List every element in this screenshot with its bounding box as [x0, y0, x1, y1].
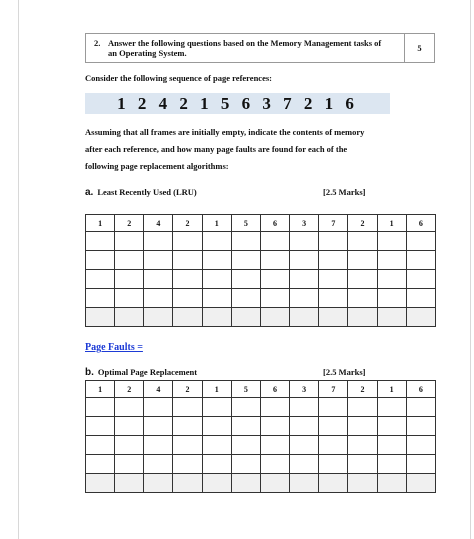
optimal-empty-cell[interactable] — [377, 455, 406, 474]
optimal-reference-cell: 3 — [290, 381, 319, 398]
optimal-empty-cell[interactable] — [173, 455, 202, 474]
lru-empty-cell[interactable] — [260, 308, 289, 327]
lru-reference-cell: 4 — [144, 215, 173, 232]
instructions-line1: Assuming that all frames are initially empty, indicate the contents of memory — [85, 127, 365, 137]
lru-empty-cell[interactable] — [202, 251, 231, 270]
lru-empty-cell[interactable] — [319, 308, 348, 327]
lru-reference-cell: 6 — [406, 215, 435, 232]
optimal-empty-cell[interactable] — [173, 417, 202, 436]
optimal-empty-cell[interactable] — [377, 436, 406, 455]
lru-empty-cell[interactable] — [86, 232, 115, 251]
optimal-empty-cell[interactable] — [348, 455, 377, 474]
optimal-empty-cell[interactable] — [86, 417, 115, 436]
optimal-empty-cell[interactable] — [86, 474, 115, 493]
optimal-empty-cell[interactable] — [231, 455, 260, 474]
lru-empty-cell[interactable] — [290, 289, 319, 308]
optimal-empty-cell[interactable] — [348, 436, 377, 455]
optimal-empty-cell[interactable] — [290, 474, 319, 493]
lru-empty-cell[interactable] — [377, 232, 406, 251]
lru-reference-cell: 6 — [260, 215, 289, 232]
optimal-empty-cell[interactable] — [260, 455, 289, 474]
optimal-reference-cell: 2 — [348, 381, 377, 398]
optimal-fault-row — [86, 474, 436, 493]
lru-reference-cell: 2 — [173, 215, 202, 232]
page-faults-label: Page Faults = — [85, 342, 143, 353]
optimal-reference-cell: 1 — [377, 381, 406, 398]
question-number: 2. — [94, 38, 101, 48]
question-text-line1: Answer the following questions based on the Memory Management tasks of — [108, 38, 382, 48]
lru-empty-cell[interactable] — [173, 251, 202, 270]
lru-empty-cell[interactable] — [173, 232, 202, 251]
lru-empty-cell[interactable] — [260, 232, 289, 251]
optimal-empty-cell[interactable] — [231, 436, 260, 455]
optimal-empty-cell[interactable] — [144, 417, 173, 436]
lru-empty-cell[interactable] — [115, 232, 144, 251]
instructions-paragraph — [85, 124, 385, 175]
lru-empty-cell[interactable] — [115, 270, 144, 289]
lru-empty-cell[interactable] — [86, 308, 115, 327]
optimal-empty-cell[interactable] — [406, 474, 435, 493]
optimal-reference-cell: 2 — [115, 381, 144, 398]
optimal-empty-cell[interactable] — [406, 455, 435, 474]
optimal-empty-cell[interactable] — [348, 398, 377, 417]
lru-empty-cell[interactable] — [231, 308, 260, 327]
lru-empty-cell[interactable] — [173, 289, 202, 308]
optimal-reference-cell: 5 — [231, 381, 260, 398]
lru-empty-cell[interactable] — [319, 251, 348, 270]
lru-empty-cell[interactable] — [406, 308, 435, 327]
lru-reference-cell: 3 — [290, 215, 319, 232]
optimal-empty-cell[interactable] — [377, 474, 406, 493]
reference-string: 1 2 4 2 1 5 6 3 7 2 1 6 — [117, 94, 358, 113]
lru-empty-cell[interactable] — [348, 251, 377, 270]
lru-empty-cell[interactable] — [115, 251, 144, 270]
lru-empty-cell[interactable] — [86, 289, 115, 308]
lru-empty-cell[interactable] — [231, 289, 260, 308]
lru-empty-cell[interactable] — [86, 270, 115, 289]
question-text-cell — [86, 34, 405, 63]
optimal-empty-cell[interactable] — [115, 417, 144, 436]
optimal-empty-cell[interactable] — [319, 436, 348, 455]
instructions-line3: following page replacement algorithms: — [85, 161, 229, 171]
optimal-frame-row — [86, 398, 436, 417]
lru-header-row — [86, 215, 436, 232]
optimal-empty-cell[interactable] — [290, 398, 319, 417]
lru-frame-row — [86, 270, 436, 289]
lru-empty-cell[interactable] — [144, 308, 173, 327]
lru-empty-cell[interactable] — [377, 251, 406, 270]
optimal-empty-cell[interactable] — [202, 436, 231, 455]
optimal-reference-cell: 7 — [319, 381, 348, 398]
lru-empty-cell[interactable] — [86, 251, 115, 270]
consider-label: Consider the following sequence of page references: — [85, 73, 272, 83]
optimal-empty-cell[interactable] — [115, 474, 144, 493]
optimal-empty-cell[interactable] — [260, 474, 289, 493]
optimal-empty-cell[interactable] — [260, 417, 289, 436]
lru-empty-cell[interactable] — [348, 308, 377, 327]
section-b-letter: b. — [85, 367, 94, 378]
optimal-reference-cell: 1 — [202, 381, 231, 398]
optimal-frame-row — [86, 436, 436, 455]
lru-empty-cell[interactable] — [202, 270, 231, 289]
lru-empty-cell[interactable] — [144, 251, 173, 270]
lru-empty-cell[interactable] — [260, 270, 289, 289]
section-b-marks: [2.5 Marks] — [323, 367, 366, 377]
lru-empty-cell[interactable] — [173, 308, 202, 327]
lru-empty-cell[interactable] — [144, 289, 173, 308]
lru-empty-cell[interactable] — [290, 270, 319, 289]
optimal-empty-cell[interactable] — [202, 417, 231, 436]
lru-empty-cell[interactable] — [173, 270, 202, 289]
optimal-empty-cell[interactable] — [406, 398, 435, 417]
lru-empty-cell[interactable] — [144, 232, 173, 251]
lru-frame-row — [86, 251, 436, 270]
lru-empty-cell[interactable] — [260, 251, 289, 270]
optimal-empty-cell[interactable] — [144, 398, 173, 417]
lru-empty-cell[interactable] — [202, 232, 231, 251]
optimal-empty-cell[interactable] — [406, 436, 435, 455]
lru-empty-cell[interactable] — [290, 308, 319, 327]
lru-empty-cell[interactable] — [115, 308, 144, 327]
lru-reference-cell: 1 — [202, 215, 231, 232]
lru-grid — [85, 214, 436, 327]
optimal-empty-cell[interactable] — [260, 398, 289, 417]
optimal-empty-cell[interactable] — [290, 417, 319, 436]
lru-empty-cell[interactable] — [319, 289, 348, 308]
lru-empty-cell[interactable] — [406, 251, 435, 270]
optimal-empty-cell[interactable] — [86, 436, 115, 455]
lru-reference-cell: 7 — [319, 215, 348, 232]
lru-empty-cell[interactable] — [348, 270, 377, 289]
section-a-marks: [2.5 Marks] — [323, 187, 366, 197]
question-text-line2: an Operating System. — [108, 48, 187, 59]
page-edge-left — [18, 0, 19, 539]
optimal-empty-cell[interactable] — [173, 436, 202, 455]
optimal-reference-cell: 1 — [86, 381, 115, 398]
optimal-empty-cell[interactable] — [173, 474, 202, 493]
optimal-empty-cell[interactable] — [86, 455, 115, 474]
optimal-empty-cell[interactable] — [144, 455, 173, 474]
optimal-empty-cell[interactable] — [202, 474, 231, 493]
lru-empty-cell[interactable] — [319, 232, 348, 251]
optimal-reference-cell: 6 — [406, 381, 435, 398]
optimal-empty-cell[interactable] — [231, 398, 260, 417]
lru-empty-cell[interactable] — [231, 251, 260, 270]
lru-empty-cell[interactable] — [290, 251, 319, 270]
lru-empty-cell[interactable] — [348, 232, 377, 251]
lru-frame-row — [86, 232, 436, 251]
optimal-empty-cell[interactable] — [144, 436, 173, 455]
lru-empty-cell[interactable] — [406, 232, 435, 251]
optimal-empty-cell[interactable] — [319, 474, 348, 493]
section-b-title — [85, 367, 197, 378]
lru-empty-cell[interactable] — [406, 289, 435, 308]
section-b-name: Optimal Page Replacement — [97, 367, 198, 377]
lru-frame-row — [86, 289, 436, 308]
lru-empty-cell[interactable] — [202, 289, 231, 308]
section-a-letter: a. — [85, 187, 94, 198]
optimal-empty-cell[interactable] — [202, 398, 231, 417]
lru-empty-cell[interactable] — [377, 289, 406, 308]
lru-empty-cell[interactable] — [202, 308, 231, 327]
lru-empty-cell[interactable] — [377, 308, 406, 327]
optimal-reference-cell: 6 — [260, 381, 289, 398]
optimal-empty-cell[interactable] — [290, 455, 319, 474]
optimal-empty-cell[interactable] — [260, 436, 289, 455]
lru-reference-cell: 2 — [348, 215, 377, 232]
lru-reference-cell: 2 — [115, 215, 144, 232]
lru-empty-cell[interactable] — [319, 270, 348, 289]
lru-fault-row — [86, 308, 436, 327]
instructions-line2: after each reference, and how many page faults are found for each of the — [85, 144, 348, 154]
lru-empty-cell[interactable] — [231, 232, 260, 251]
section-a-title — [85, 187, 197, 198]
optimal-reference-cell: 2 — [173, 381, 202, 398]
optimal-grid — [85, 380, 436, 493]
optimal-empty-cell[interactable] — [406, 417, 435, 436]
question-marks: 5 — [405, 34, 435, 63]
lru-empty-cell[interactable] — [348, 289, 377, 308]
optimal-empty-cell[interactable] — [202, 455, 231, 474]
reference-string-box — [85, 93, 390, 114]
optimal-header-row — [86, 381, 436, 398]
optimal-empty-cell[interactable] — [173, 398, 202, 417]
optimal-empty-cell[interactable] — [231, 474, 260, 493]
page-edge-right — [470, 0, 471, 539]
lru-reference-cell: 1 — [377, 215, 406, 232]
optimal-frame-row — [86, 417, 436, 436]
optimal-empty-cell[interactable] — [115, 455, 144, 474]
optimal-empty-cell[interactable] — [377, 417, 406, 436]
optimal-empty-cell[interactable] — [144, 474, 173, 493]
optimal-empty-cell[interactable] — [319, 398, 348, 417]
optimal-empty-cell[interactable] — [319, 455, 348, 474]
question-header-table — [85, 33, 435, 63]
lru-empty-cell[interactable] — [377, 270, 406, 289]
optimal-empty-cell[interactable] — [86, 398, 115, 417]
optimal-empty-cell[interactable] — [319, 417, 348, 436]
optimal-empty-cell[interactable] — [348, 474, 377, 493]
lru-empty-cell[interactable] — [260, 289, 289, 308]
optimal-empty-cell[interactable] — [348, 417, 377, 436]
optimal-reference-cell: 4 — [144, 381, 173, 398]
optimal-frame-row — [86, 455, 436, 474]
optimal-empty-cell[interactable] — [231, 417, 260, 436]
lru-reference-cell: 1 — [86, 215, 115, 232]
lru-reference-cell: 5 — [231, 215, 260, 232]
lru-empty-cell[interactable] — [406, 270, 435, 289]
optimal-empty-cell[interactable] — [115, 398, 144, 417]
optimal-empty-cell[interactable] — [377, 398, 406, 417]
optimal-empty-cell[interactable] — [115, 436, 144, 455]
optimal-empty-cell[interactable] — [290, 436, 319, 455]
lru-empty-cell[interactable] — [144, 270, 173, 289]
section-a-name: Least Recently Used (LRU) — [97, 187, 197, 197]
lru-empty-cell[interactable] — [231, 270, 260, 289]
lru-empty-cell[interactable] — [290, 232, 319, 251]
lru-empty-cell[interactable] — [115, 289, 144, 308]
